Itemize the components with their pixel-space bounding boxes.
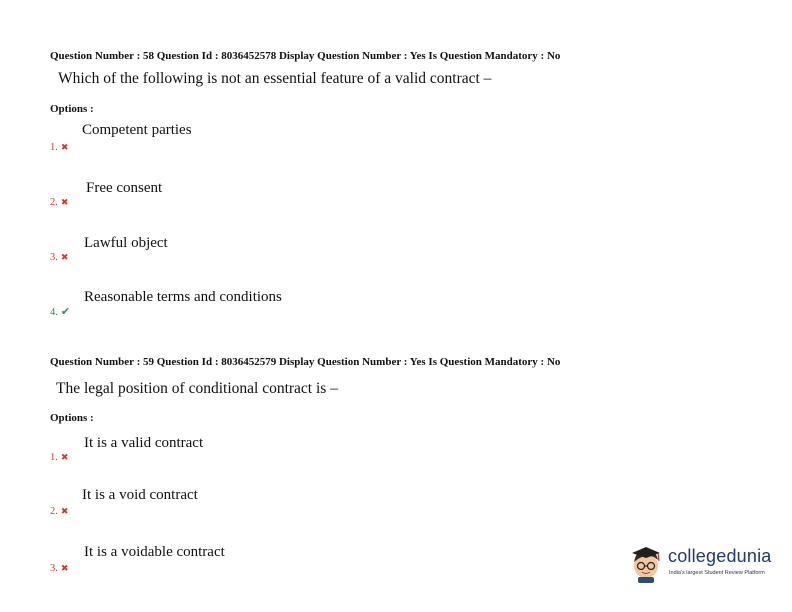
q58-option-1-text: Competent parties: [82, 122, 192, 138]
q58-option-4-number: 4. ✔: [50, 306, 71, 318]
logo-name: collegedunia: [668, 546, 772, 566]
question-58-options-label: Options :: [50, 103, 94, 115]
question-59-header: Question Number : 59 Question Id : 8036452579 Display Question Number : Yes Is Question Mandatory : No: [50, 356, 561, 368]
logo-tagline: India's largest Student Review Platform: [669, 570, 765, 576]
q58-option-4-text: Reasonable terms and conditions: [84, 289, 282, 305]
q58-option-2-text: Free consent: [86, 180, 163, 196]
collegedunia-logo: [628, 542, 778, 586]
question-59-text: The legal position of conditional contract is –: [56, 380, 338, 397]
q58-option-3-number: 3. ✖: [50, 252, 69, 263]
wrong-mark-icon: ✖: [60, 252, 69, 262]
correct-check-icon: ✔: [60, 306, 71, 318]
wrong-mark-icon: ✖: [60, 506, 69, 516]
question-58-header: Question Number : 58 Question Id : 8036452578 Display Question Number : Yes Is Question Mandatory : No: [50, 50, 561, 62]
question-58-text: Which of the following is not an essential feature of a valid contract –: [58, 70, 492, 87]
q58-option-3-text: Lawful object: [84, 235, 168, 251]
q59-option-2-number: 2. ✖: [50, 506, 69, 517]
q59-option-1-number: 1. ✖: [50, 452, 69, 463]
question-59-options-label: Options :: [50, 412, 94, 424]
q59-option-3-text: It is a voidable contract: [84, 544, 225, 560]
q59-option-2-text: It is a void contract: [82, 487, 198, 503]
wrong-mark-icon: ✖: [60, 197, 69, 207]
wrong-mark-icon: ✖: [60, 452, 69, 462]
wrong-mark-icon: ✖: [60, 563, 69, 573]
q58-option-2-number: 2. ✖: [50, 197, 69, 208]
q59-option-3-number: 3. ✖: [50, 563, 69, 574]
q59-option-1-text: It is a valid contract: [84, 435, 204, 451]
mascot-icon: [628, 544, 666, 584]
wrong-mark-icon: ✖: [60, 142, 69, 152]
q58-option-1-number: 1. ✖: [50, 142, 69, 153]
